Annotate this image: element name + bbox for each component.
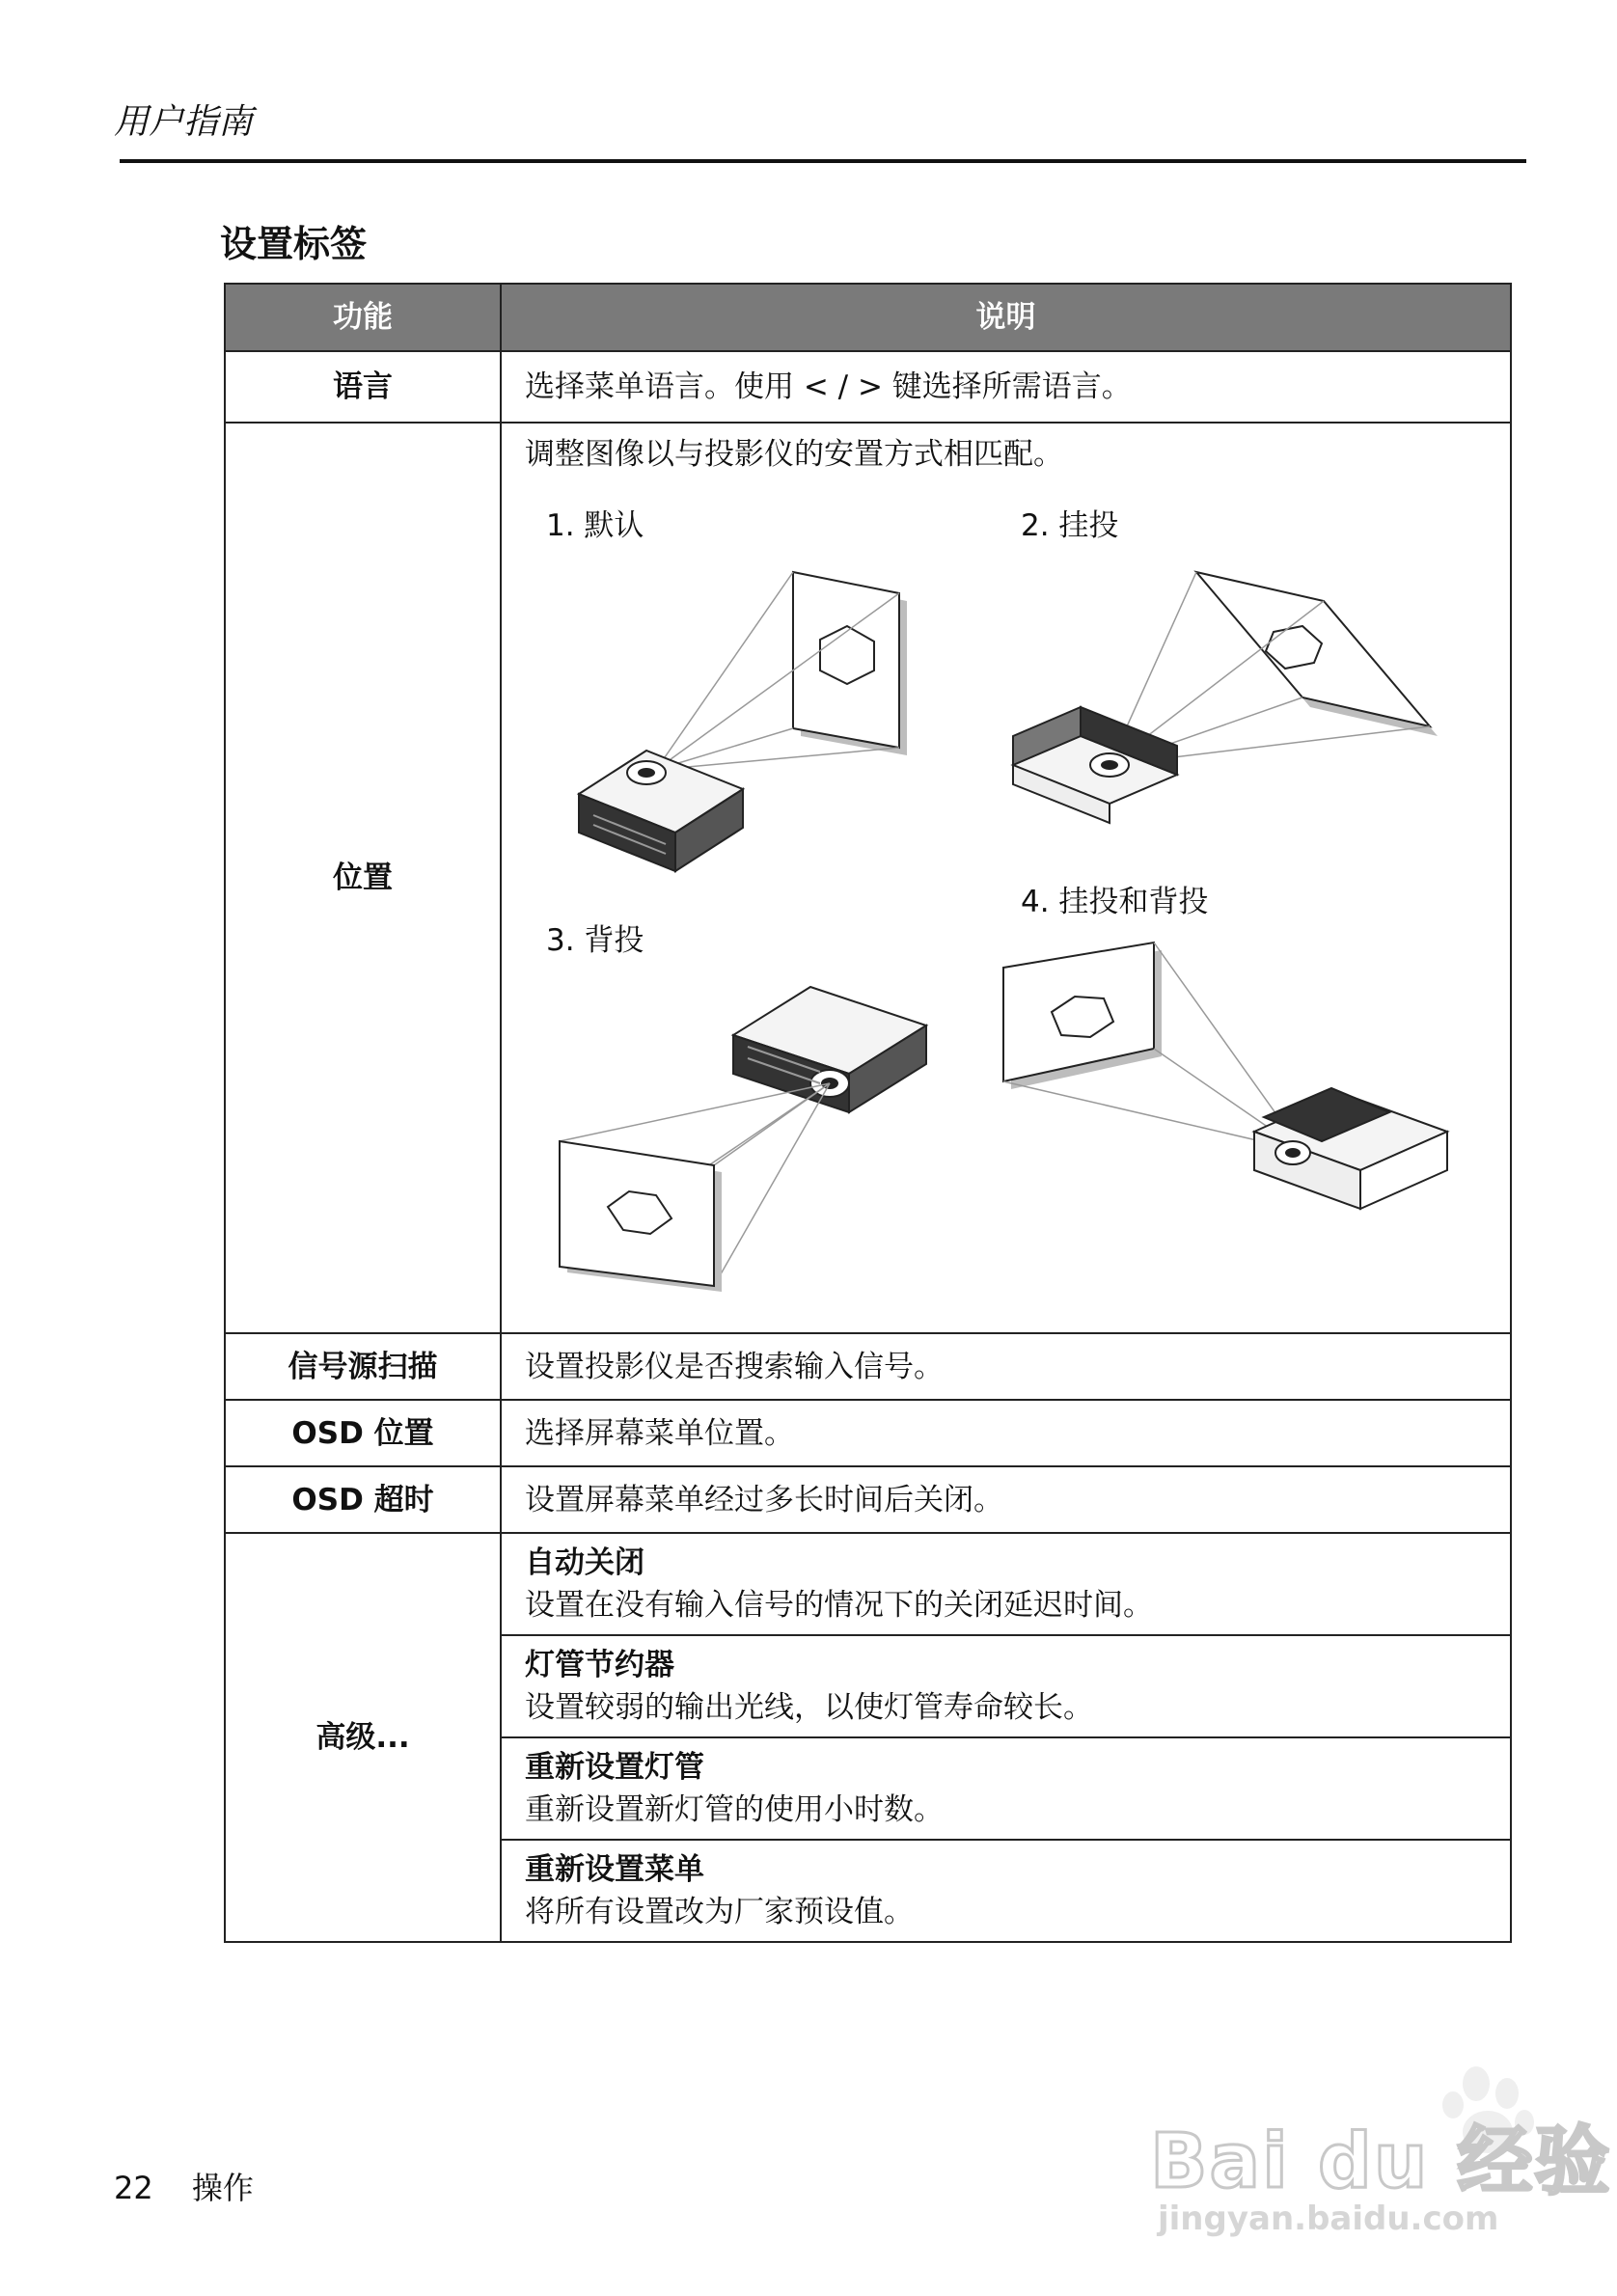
advanced-item-title: 重新设置菜单	[525, 1852, 704, 1888]
table-row-language	[225, 351, 1511, 423]
projector-rear-icon	[733, 987, 926, 1112]
option-default-label: 1. 默认	[546, 508, 644, 544]
header-title: 用户指南	[114, 102, 254, 142]
func-osd-position: OSD 位置	[225, 1400, 501, 1466]
table-row-osd-timeout	[225, 1466, 1511, 1533]
ceiling-rear-projection-diagram	[984, 929, 1466, 1238]
func-position: 位置	[225, 423, 501, 1333]
table-row-source-scan	[225, 1333, 1511, 1400]
advanced-item-title: 灯管节约器	[525, 1648, 674, 1683]
advanced-item-title: 自动关闭	[525, 1545, 644, 1581]
func-advanced: 高级...	[225, 1533, 501, 1942]
func-language: 语言	[225, 351, 501, 423]
page-footer	[114, 2164, 254, 2208]
watermark-url: jingyan.baidu.com	[1158, 2200, 1499, 2238]
advanced-item-auto-off	[502, 1534, 1510, 1636]
table-row-position	[225, 423, 1511, 1333]
func-source-scan: 信号源扫描	[225, 1333, 501, 1400]
rear-projection-diagram	[540, 968, 984, 1296]
front-projection-diagram	[540, 553, 965, 881]
option-ceiling-rear-label: 4. 挂投和背投	[1021, 885, 1209, 920]
watermark-brand: Bai du 经验	[1150, 2118, 1612, 2205]
desc-advanced	[501, 1533, 1511, 1942]
ceiling-projection-diagram	[984, 543, 1447, 871]
advanced-item-lamp-saver	[502, 1636, 1510, 1738]
advanced-item-desc: 设置在没有输入信号的情况下的关闭延迟时间。	[525, 1588, 1153, 1624]
option-ceiling-label: 2. 挂投	[1021, 508, 1119, 544]
page-number: 22	[114, 2170, 153, 2206]
table-header-row	[225, 284, 1511, 351]
advanced-item-desc: 设置较弱的输出光线，以使灯管寿命较长。	[525, 1690, 1093, 1726]
projection-diagrams	[502, 476, 1510, 1332]
advanced-item-reset-lamp	[502, 1738, 1510, 1841]
desc-language: 选择菜单语言。使用 < / > 键选择所需语言。	[501, 351, 1511, 423]
section-title: 设置标签	[220, 223, 368, 265]
header-rule	[120, 159, 1526, 163]
projector-ceiling-icon	[1013, 707, 1177, 823]
settings-table	[224, 283, 1512, 1943]
advanced-item-title: 重新设置灯管	[525, 1750, 704, 1786]
projector-ceiling-rear-icon	[1254, 1088, 1447, 1209]
table-row-advanced	[225, 1533, 1511, 1942]
projector-icon	[579, 751, 743, 871]
col-function-header: 功能	[225, 284, 501, 351]
desc-osd-position: 选择屏幕菜单位置。	[501, 1400, 1511, 1466]
desc-osd-timeout: 设置屏幕菜单经过多长时间后关闭。	[501, 1466, 1511, 1533]
position-description: 调整图像以与投影仪的安置方式相匹配。	[525, 437, 1063, 472]
col-description-header: 说明	[501, 284, 1511, 351]
option-rear-label: 3. 背投	[546, 923, 644, 959]
advanced-item-desc: 重新设置新灯管的使用小时数。	[525, 1792, 944, 1828]
desc-position	[501, 423, 1511, 1333]
func-osd-timeout: OSD 超时	[225, 1466, 501, 1533]
advanced-item-reset-menu	[502, 1841, 1510, 1941]
advanced-item-desc: 将所有设置改为厂家预设值。	[525, 1895, 914, 1930]
footer-section: 操作	[191, 2170, 254, 2206]
table-row-osd-position	[225, 1400, 1511, 1466]
desc-source-scan: 设置投影仪是否搜索输入信号。	[501, 1333, 1511, 1400]
